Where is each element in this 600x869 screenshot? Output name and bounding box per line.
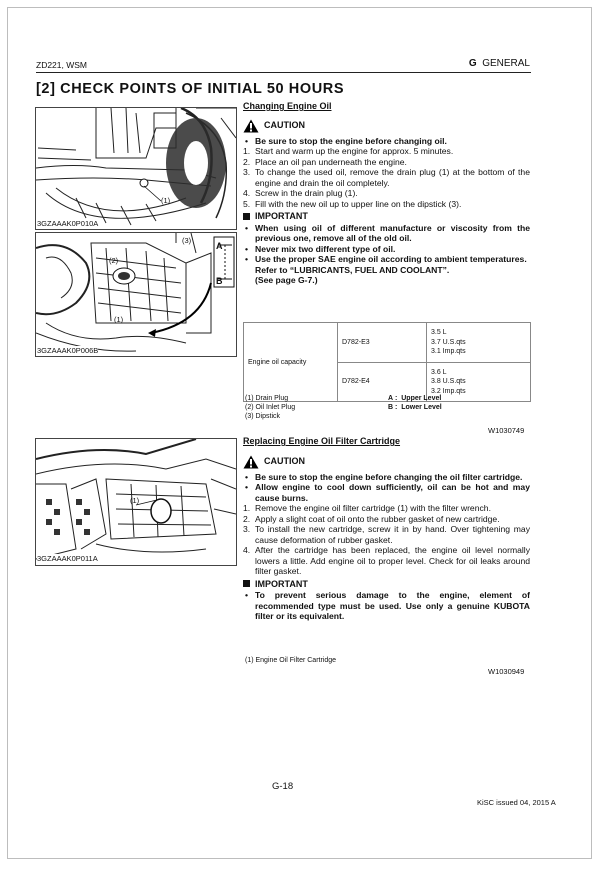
level-legend: A : Upper Level B : Lower Level <box>388 395 442 411</box>
figure-label: 3GZAAAK0P011A <box>37 554 98 563</box>
section-name: GENERAL <box>482 58 530 69</box>
warning-icon <box>243 455 259 469</box>
section-header <box>469 58 530 69</box>
filter-change-section <box>243 436 530 622</box>
callout-1: (1) <box>114 315 124 324</box>
step-item: 5. Fill with the new oil up to upper line on the dipstick (3). <box>243 198 462 209</box>
refer-page: (See page G-7.) <box>255 275 318 285</box>
steps-list <box>243 503 530 577</box>
callout-b: B <box>216 276 223 286</box>
callout-2: (2) <box>109 256 119 265</box>
refer-line: Refer to “LUBRICANTS, FUEL AND COOLANT”. <box>255 264 450 275</box>
caution-list <box>243 472 530 504</box>
engine-top-illustration <box>36 233 236 356</box>
reference-code: W1030749 <box>488 426 525 435</box>
step-item: 1. Start and warm up the engine for approx. 5 minutes. <box>243 146 454 156</box>
page-title: [2] CHECK POINTS OF INITIAL 50 HOURS <box>36 81 345 97</box>
oil-capacity-table <box>243 322 531 402</box>
important-label: IMPORTANT <box>255 211 308 221</box>
important-list <box>243 223 530 286</box>
important-item: • To prevent serious damage to the engine, element of recommended type must be used. Use only a genuine KUBOTA filter or its equivalent. <box>243 590 530 622</box>
capacity-cell: 3.6 L 3.8 U.S.qts 3.2 Imp.qts <box>427 362 531 402</box>
steps-list <box>243 146 530 209</box>
square-bullet-icon <box>243 213 250 220</box>
warning-icon <box>243 119 259 133</box>
step-item: 4. After the cartridge has been replaced, the engine oil level normally lowers a little. Add engine oil to proper level. Check for oil leaks around filter gasket. <box>243 545 530 576</box>
reference-code: W1030949 <box>488 667 525 676</box>
oil-change-heading: Changing Engine Oil <box>243 101 332 111</box>
caution-heading <box>243 455 530 469</box>
model-cell: D782-E3 <box>338 323 427 363</box>
callout-1: (1) <box>130 496 140 505</box>
table-label-cell: Engine oil capacity <box>244 323 338 402</box>
issue-note: KiSC issued 04, 2015 A <box>477 798 556 807</box>
important-list <box>243 590 530 622</box>
caution-item: • Be sure to stop the engine before changing the oil filter cartridge. <box>243 472 530 483</box>
figure-dipstick <box>35 232 237 357</box>
step-item: 4. Screw in the drain plug (1). <box>243 188 358 198</box>
step-item: 1. Remove the engine oil filter cartridge (1) with the filter wrench. <box>243 503 491 513</box>
figure-label: 3GZAAAK0P010A <box>37 219 99 228</box>
step-item: 2. Place an oil pan underneath the engine. <box>243 156 407 167</box>
filter-heading: Replacing Engine Oil Filter Cartridge <box>243 436 401 446</box>
important-item: • Use the proper SAE engine oil according to ambient temperatures. Refer to “LUBRICANTS, FUEL AND COOLANT”. (See page G-7.) <box>243 254 530 286</box>
step-item: 3. To install the new cartridge, screw it in by hand. Over tightening may cause deformation of rubber gasket. <box>243 524 530 545</box>
caution-item: • Be sure to stop the engine before changing oil. <box>243 136 530 147</box>
figure-oil-filter <box>35 438 237 566</box>
figure-drain-plug <box>35 107 237 230</box>
model-cell: D782-E4 <box>338 362 427 402</box>
doc-code: ZD221, WSM <box>36 60 88 70</box>
filter-legend: (1) Engine Oil Filter Cartridge <box>245 657 337 664</box>
important-heading <box>243 579 530 590</box>
step-item: 2. Apply a slight coat of oil onto the rubber gasket of new cartridge. <box>243 513 500 524</box>
caution-item: • Allow engine to cool down sufficiently, oil can be hot and may cause burns. <box>243 482 530 503</box>
oil-change-legend: (1) Drain Plug (2) Oil Inlet Plug (3) Dipstick <box>245 395 296 420</box>
step-item: 3. To change the used oil, remove the drain plug (1) at the bottom of the engine and drain the oil completely. <box>243 167 530 188</box>
section-letter: G <box>468 58 477 69</box>
callout-1: (1) <box>161 196 171 205</box>
callout-3: (3) <box>182 236 192 245</box>
important-heading <box>243 211 530 222</box>
important-item: • When using oil of different manufacture or viscosity from the previous one, remove all of the old oil. <box>243 223 530 244</box>
oil-change-section <box>243 101 530 286</box>
page-number: G-18 <box>272 781 294 792</box>
header-rule <box>36 72 531 73</box>
figure-label: 3GZAAAK0P006B <box>37 346 99 355</box>
caution-label: CAUTION <box>264 120 305 131</box>
important-label: IMPORTANT <box>255 578 308 589</box>
capacity-cell: 3.5 L 3.7 U.S.qts 3.1 Imp.qts <box>427 323 531 363</box>
callout-a: A <box>216 241 223 251</box>
drain-plug-illustration <box>36 108 236 229</box>
table-row <box>244 323 531 363</box>
important-item: • Never mix two different type of oil. <box>243 244 530 255</box>
caution-label: CAUTION <box>264 456 305 467</box>
square-bullet-icon <box>243 580 250 587</box>
caution-heading <box>243 119 530 133</box>
caution-list <box>243 136 530 147</box>
